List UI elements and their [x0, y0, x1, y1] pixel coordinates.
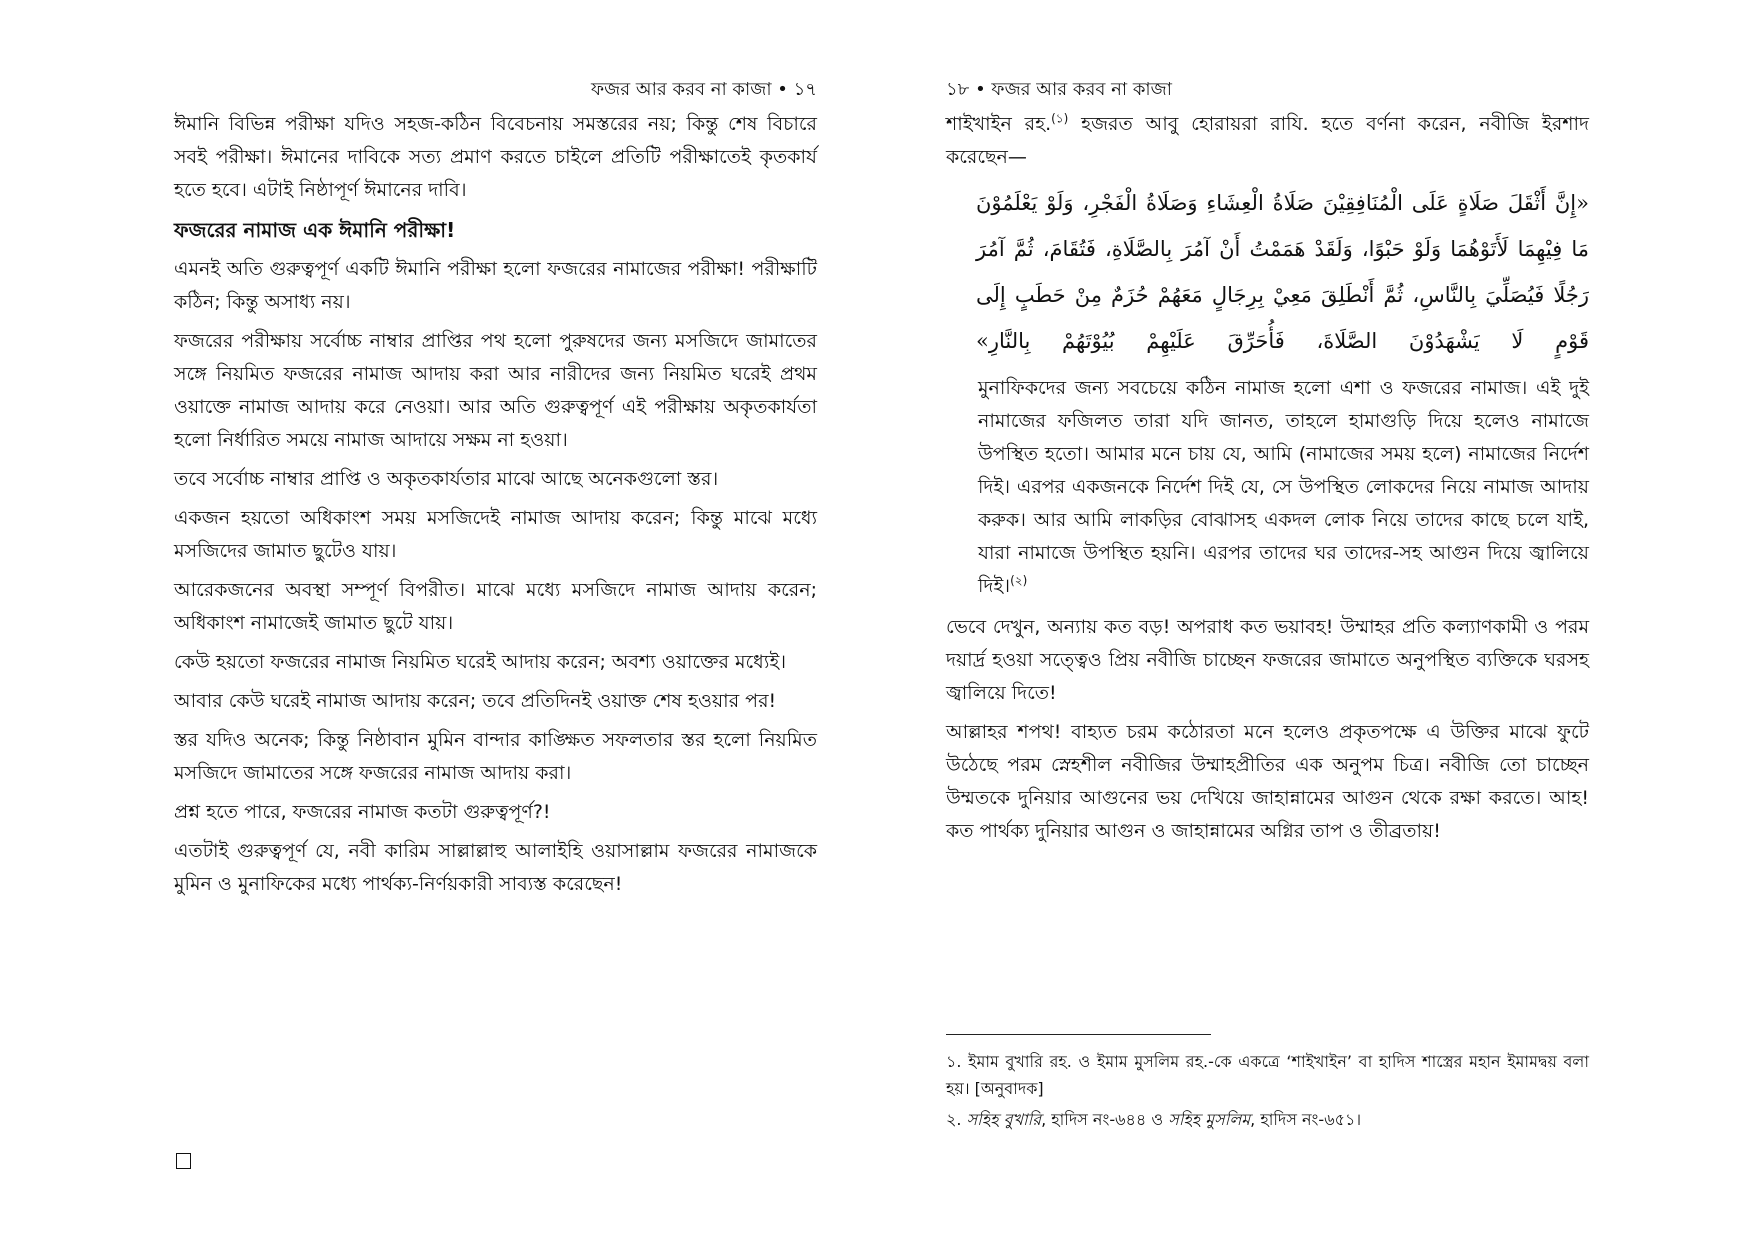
- running-head-right: ১৮ • ফজর আর করব না কাজা: [946, 79, 1172, 100]
- paragraph: প্রশ্ন হতে পারে, ফজরের নামাজ কতটা গুরুত্বপূর্ণ?!: [174, 801, 551, 823]
- footnote-1: ১. ইমাম বুখারি রহ. ও ইমাম মুসলিম রহ.-কে একত্রে ‘শাইখাইন’ বা হাদিস শাস্ত্রের মহান ইমামদ্বয় বলা হয়। [অনুবাদক]: [946, 1052, 1589, 1098]
- paragraph: ভেবে দেখুন, অন্যায় কত বড়! অপরাধ কত ভয়াবহ! উম্মাহর প্রতি কল্যাণকামী ও পরম দয়ার্দ্র হওয়া সত্ত্বেও প্রিয় নবীজি চাচ্ছেন ফজরের জামাতে অনুপস্থিত ব্যক্তিকে ঘরসহ জ্বালিয়ে দিতে!: [946, 616, 1589, 704]
- paragraph: স্তর যদিও অনেক; কিন্তু নিষ্ঠাবান মুমিন বান্দার কাঙ্ক্ষিত সফলতার স্তর হলো নিয়মিত মসজিদে জামাতের সঙ্গে ফজরের নামাজ আদায় করা।: [174, 729, 817, 784]
- intro-text-cont: হজরত আবু হোরায়রা রাযি. হতে বর্ণনা করেন, নবীজি ইরশাদ করেছেন—: [946, 113, 1590, 168]
- footnote-ref-1: (১): [1051, 111, 1069, 126]
- footnote-ref-2: (২): [1010, 573, 1028, 588]
- hadith-translation: [978, 372, 1589, 603]
- paragraph: একজন হয়তো অধিকাংশ সময় মসজিদেই নামাজ আদায় করেন; কিন্তু মাঝে মধ্যে মসজিদের জামাত ছুটেও যায়।: [174, 507, 817, 562]
- paragraph: আল্লাহর শপথ! বাহ্যত চরম কঠোরতা মনে হলেও প্রকৃতপক্ষে এ উক্তির মাঝে ফুটে উঠেছে পরম স্নেহশীল নবীজির উম্মাহপ্রীতির এক অনুপম চিত্র। নবীজি তো চাচ্ছেন উম্মতকে দুনিয়ার আগুনের ভয় দেখিয়ে জাহান্নামের আগুন থেকে রক্ষা করতে। আহ! কত পার্থক্য দুনিয়ার আগুন ও জাহান্নামের অগ্নির তাপ ও তীব্রতায়!: [946, 721, 1589, 842]
- paragraph: আবার কেউ ঘরেই নামাজ আদায় করেন; তবে প্রতিদিনই ওয়াক্ত শেষ হওয়ার পর!: [174, 690, 777, 712]
- footnote-2: [946, 1106, 1589, 1133]
- corner-box-mark: [176, 1153, 191, 1169]
- footnote-text: , হাদিস নং-৬৪৪ ও: [1041, 1110, 1169, 1129]
- right-text-column: [946, 108, 1589, 854]
- footnotes: [946, 1048, 1589, 1137]
- paragraph: তবে সর্বোচ্চ নাম্বার প্রাপ্তি ও অকৃতকার্যতার মাঝে আছে অনেকগুলো স্তর।: [174, 468, 719, 490]
- paragraph: কেউ হয়তো ফজরের নামাজ নিয়মিত ঘরেই আদায় করেন; অবশ্য ওয়াক্তের মধ্যেই।: [174, 651, 787, 673]
- intro-text: শাইখাইন রহ.: [946, 113, 1052, 135]
- hadith-intro: [946, 108, 1589, 174]
- running-head-left: ফজর আর করব না কাজা • ১৭: [590, 79, 817, 100]
- footnote-number: ২.: [946, 1110, 967, 1129]
- footnote-text: , হাদিস নং-৬৫১।: [1250, 1110, 1362, 1129]
- paragraph: ফজরের পরীক্ষায় সর্বোচ্চ নাম্বার প্রাপ্তির পথ হলো পুরুষদের জন্য মসজিদে জামাতের সঙ্গে নিয়মিত ফজরের নামাজ আদায় করা আর নারীদের জন্য নিয়মিত ঘরেই প্রথম ওয়াক্তে নামাজ আদায় করে নেওয়া। আর অতি গুরুত্বপূর্ণ এই পরীক্ষায় অকৃতকার্যতা হলো নির্ধারিত সময়ে নামাজ আদায়ে সক্ষম না হওয়া।: [174, 330, 817, 451]
- paragraph: এমনই অতি গুরুত্বপূর্ণ একটি ঈমানি পরীক্ষা হলো ফজরের নামাজের পরীক্ষা! পরীক্ষাটি কঠিন; কিন্তু অসাধ্য নয়।: [174, 258, 817, 313]
- paragraph: আরেকজনের অবস্থা সম্পূর্ণ বিপরীত। মাঝে মধ্যে মসজিদে নামাজ আদায় করেন; অধিকাংশ নামাজেই জামাত ছুটে যায়।: [174, 579, 818, 634]
- paragraph: ঈমানি বিভিন্ন পরীক্ষা যদিও সহজ-কঠিন বিবেচনায় সমস্তরের নয়; কিন্তু শেষ বিচারে সবই পরীক্ষা। ঈমানের দাবিকে সত্য প্রমাণ করতে চাইলে প্রতিটি পরীক্ষাতেই কৃতকার্য হতে হবে। এটাই নিষ্ঠাপূর্ণ ঈমানের দাবি।: [174, 113, 817, 201]
- footnote-divider: [946, 1034, 1211, 1035]
- left-text-column: [174, 108, 817, 907]
- right-page: [877, 0, 1754, 1241]
- translation-text: মুনাফিকদের জন্য সবচেয়ে কঠিন নামাজ হলো এশা ও ফজরের নামাজ। এই দুই নামাজের ফজিলত তারা যদি জানত, তাহলে হামাগুড়ি দিয়ে হলেও নামাজে উপস্থিত হতো। আমার মনে চায় যে, আমি (নামাজের সময় হলে) নামাজের নির্দেশ দিই। এরপর একজনকে নির্দেশ দিই যে, সে উপস্থিত লোকদের নিয়ে নামাজ আদায় করুক। আর আমি লাকড়ির বোঝাসহ একদল লোক নিয়ে তাদের কাছে চলে যাই, যারা নামাজে উপস্থিত হয়নি। এরপর তাদের ঘর তাদের-সহ আগুন দিয়ে জ্বালিয়ে দিই।: [978, 377, 1589, 597]
- section-heading: ফজরের নামাজ এক ঈমানি পরীক্ষা!: [174, 218, 456, 242]
- source-title: সহিহ মুসলিম: [1168, 1110, 1251, 1129]
- paragraph: এতটাই গুরুত্বপূর্ণ যে, নবী কারিম সাল্লাল্লাহু আলাইহি ওয়াসাল্লাম ফজরের নামাজকে মুমিন ও মুনাফিকের মধ্যে পার্থক্য-নির্ণয়কারী সাব্যস্ত করেছেন!: [174, 840, 817, 895]
- source-title: সহিহ বুখারি: [966, 1110, 1042, 1129]
- arabic-hadith: «إِنَّ أَثْقَلَ صَلَاةٍ عَلَى الْمُنَافِقِيْنَ صَلَاةُ الْعِشَاءِ وَصَلَاةُ الْفَجْرِ، وَلَوْ يَعْلَمُوْنَ مَا فِيْهِمَا لَأَتَوْهُمَا وَلَوْ حَبْوًا، وَلَقَدْ هَمَمْتُ أَنْ آمُرَ بِالصَّلَاةِ، فَتُقَامَ، ثُمَّ آمُرَ رَجُلًا فَيُصَلِّيَ بِالنَّاسِ، ثُمَّ أَنْطَلِقَ مَعِيْ بِرِجَالٍ مَعَهُمْ حُزَمٌ مِنْ حَطَبٍ إِلَى قَوْمٍ لَا يَشْهَدُوْنَ الصَّلَاةَ، فَأُحَرِّقَ عَلَيْهِمْ بُيُوْتَهُمْ بِالنَّارِ»: [976, 191, 1589, 353]
